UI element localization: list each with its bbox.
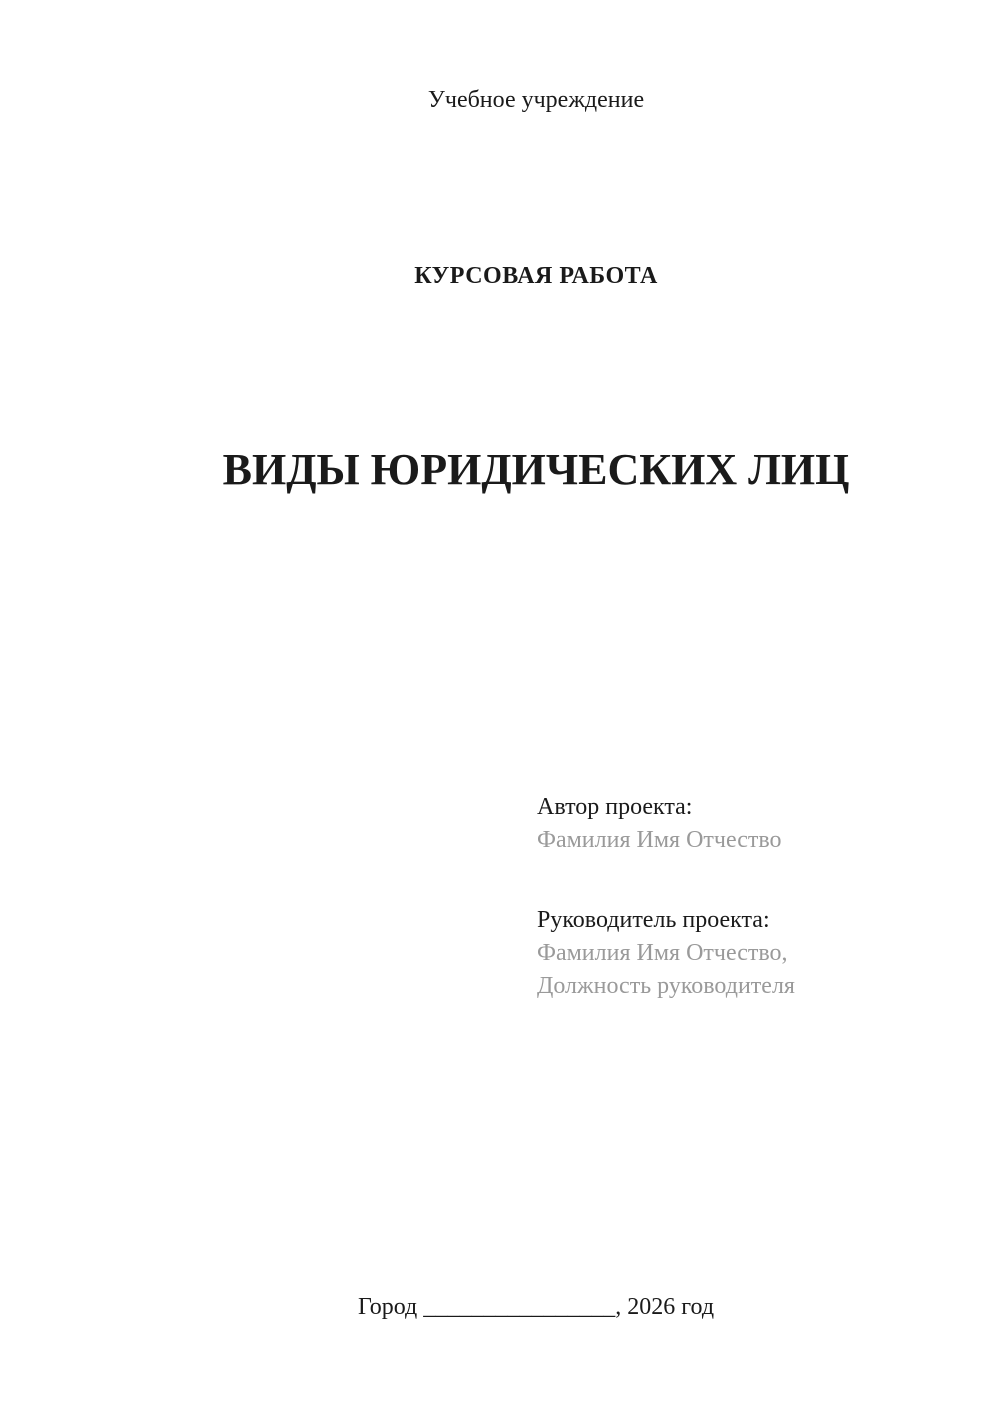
city-year-line bbox=[143, 1291, 929, 1323]
city-blank-line: ________________ bbox=[423, 1294, 616, 1320]
year-suffix: , 2026 год bbox=[615, 1294, 715, 1320]
city-label: Город bbox=[357, 1294, 424, 1320]
institution-line: Учебное учреждение bbox=[427, 87, 645, 113]
document-title: ВИДЫ ЮРИДИЧЕСКИХ ЛИЦ bbox=[222, 445, 850, 494]
author-label: Автор проекта: bbox=[537, 794, 693, 820]
supervisor-name-placeholder: Фамилия Имя Отчество, bbox=[537, 940, 788, 966]
credits-block bbox=[537, 791, 795, 1003]
work-type-heading: КУРСОВАЯ РАБОТА bbox=[414, 263, 658, 289]
supervisor-label: Руководитель проекта: bbox=[537, 907, 770, 933]
supervisor-position-placeholder: Должность руководителя bbox=[537, 973, 795, 999]
author-name-placeholder: Фамилия Имя Отчество bbox=[537, 827, 782, 853]
